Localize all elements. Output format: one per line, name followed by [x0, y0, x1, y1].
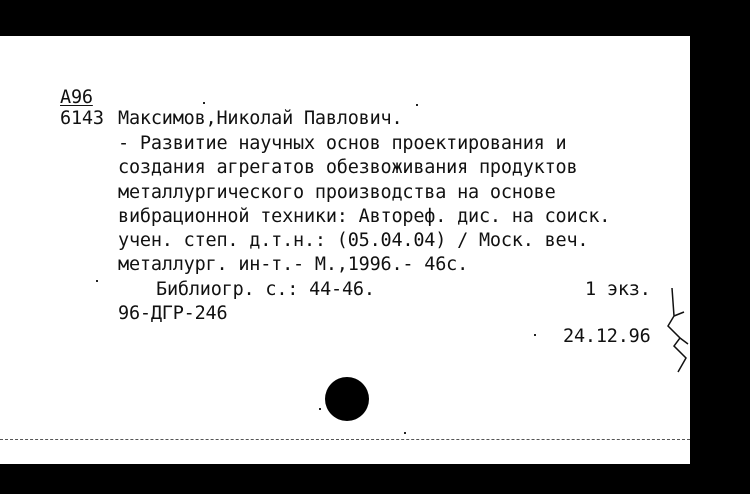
ink-speck: [404, 432, 406, 434]
title-line-6: металлург. ин-т.- М.,1996.- 46с.: [118, 254, 469, 275]
title-line-1: - Развитие научных основ проектирования и: [118, 133, 567, 154]
signature-mark: [664, 286, 690, 376]
ink-speck: [96, 280, 98, 282]
card-date: 24.12.96: [563, 326, 651, 347]
title-line-4: вибрационной техники: Автореф. дис. на соиск.: [118, 206, 611, 227]
copies-count: 1 экз.: [585, 279, 651, 300]
catalog-card: [0, 36, 690, 464]
bibliography-note: Библиогр. с.: 44-46.: [156, 279, 375, 300]
title-line-2: создания агрегатов обезвоживания продуктов: [118, 157, 578, 178]
class-mark: A96: [60, 87, 93, 108]
punch-hole: [325, 377, 369, 421]
title-line-5: учен. степ. д.т.н.: (05.04.04) / Моск. веч.: [118, 230, 589, 251]
ink-speck: [534, 334, 536, 336]
ink-speck: [416, 104, 418, 106]
call-number: 6143: [60, 108, 104, 129]
inventory-code: 96-ДГР-246: [118, 303, 228, 324]
title-line-3: металлургического производства на основе: [118, 182, 556, 203]
ink-speck: [319, 408, 321, 410]
author-name: Максимов,Николай Павлович.: [118, 108, 403, 129]
ink-speck: [203, 102, 205, 104]
bottom-dotted-rule: [0, 439, 690, 440]
